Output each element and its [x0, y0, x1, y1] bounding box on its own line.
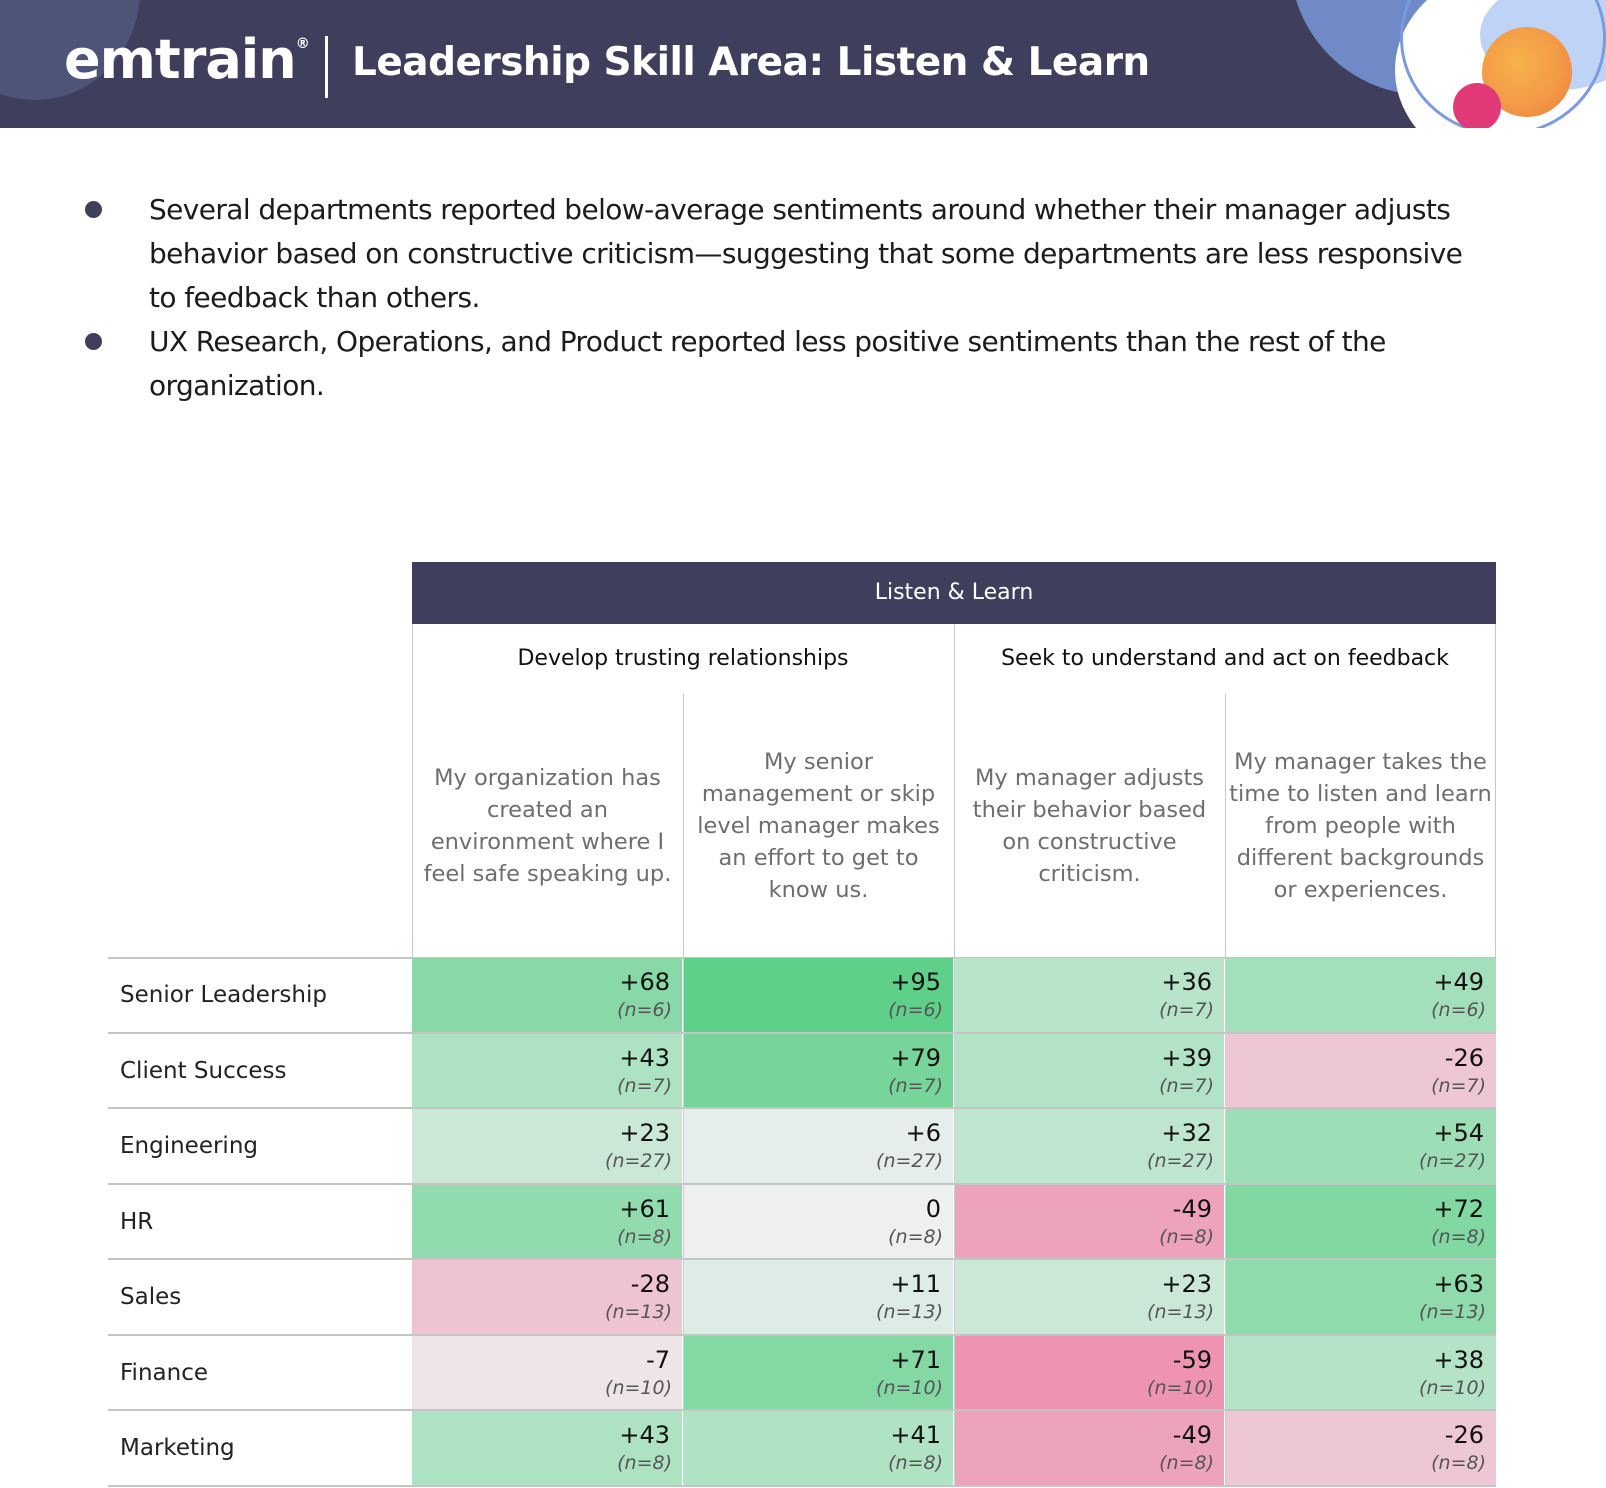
cell-value: +49	[1433, 968, 1484, 996]
cell-value: +23	[1161, 1270, 1212, 1298]
cell-sample-size: (n=7)	[1159, 999, 1214, 1021]
heatmap-cell	[412, 1109, 682, 1183]
cell-sample-size: (n=10)	[1147, 1376, 1214, 1399]
heatmap-cell	[683, 1411, 953, 1485]
cell-value: +95	[890, 968, 941, 996]
logo-registered-mark: ®	[295, 36, 309, 52]
heatmap-cell	[683, 958, 953, 1032]
grid-line	[1225, 958, 1226, 1487]
cell-sample-size: (n=7)	[888, 1074, 943, 1097]
heatmap-cell	[683, 1260, 953, 1334]
cell-value: -49	[1172, 1194, 1212, 1223]
heatmap-cell	[1225, 1260, 1496, 1334]
heatmap-cell	[1225, 1034, 1496, 1108]
cell-sample-size: (n=13)	[1419, 1301, 1486, 1323]
cell-sample-size: (n=8)	[617, 1225, 672, 1248]
cell-value: +63	[1433, 1270, 1484, 1298]
grid-line	[683, 694, 684, 958]
cell-sample-size: (n=8)	[1431, 1225, 1486, 1248]
heatmap-cell	[683, 1109, 953, 1183]
cell-value: +61	[619, 1194, 670, 1223]
grid-line	[954, 624, 955, 958]
heatmap-cell	[954, 1185, 1224, 1259]
heatmap-cell	[1225, 1411, 1496, 1485]
heatmap-cell	[683, 1336, 953, 1410]
logo-text: emtrain	[64, 28, 296, 91]
cell-sample-size: (n=8)	[888, 1225, 943, 1248]
bullet-text: UX Research, Operations, and Product reported less positive sentiments than the rest of the organization.	[149, 325, 1386, 402]
cell-sample-size: (n=7)	[1431, 1074, 1486, 1097]
grid-line	[1495, 624, 1496, 958]
cell-value: -59	[1172, 1345, 1212, 1374]
cell-value: +72	[1433, 1194, 1484, 1223]
cell-value: +32	[1161, 1119, 1212, 1147]
question-header: My organization has created an environment where I feel safe speaking up.	[423, 765, 672, 887]
question-header: My manager takes the time to listen and learn from people with different backgrounds or experiences.	[1229, 749, 1492, 903]
cell-value: +68	[619, 968, 670, 996]
cell-sample-size: (n=8)	[1159, 1225, 1214, 1248]
heatmap-cell	[1225, 1109, 1496, 1183]
header-divider	[325, 36, 328, 98]
cell-sample-size: (n=8)	[1431, 1452, 1486, 1474]
cell-value: +71	[890, 1345, 941, 1374]
heatmap-cell	[412, 1260, 682, 1334]
page-title: Leadership Skill Area: Listen & Learn	[352, 40, 1150, 85]
heatmap-cell	[412, 1034, 682, 1108]
cell-value: -49	[1172, 1421, 1212, 1449]
cell-sample-size: (n=27)	[1147, 1150, 1214, 1172]
cell-sample-size: (n=6)	[888, 999, 943, 1021]
cell-value: -26	[1444, 1421, 1484, 1449]
heatmap-cell	[1225, 958, 1496, 1032]
cell-value: -7	[646, 1345, 670, 1374]
cell-value: +6	[905, 1119, 941, 1147]
heatmap-cell	[954, 1109, 1224, 1183]
heatmap-cell	[683, 1185, 953, 1259]
heatmap-cell	[954, 1411, 1224, 1485]
bullet-item	[80, 320, 1480, 408]
cell-sample-size: (n=10)	[605, 1376, 672, 1399]
cell-sample-size: (n=7)	[1159, 1074, 1214, 1097]
heatmap-cell	[954, 958, 1224, 1032]
cell-sample-size: (n=6)	[1431, 999, 1486, 1021]
row-label: Engineering	[120, 1133, 258, 1159]
cell-sample-size: (n=8)	[617, 1452, 672, 1474]
grid-line	[412, 624, 413, 958]
cell-value: +43	[619, 1421, 670, 1449]
heatmap-cell	[954, 1336, 1224, 1410]
bullet-item	[80, 188, 1480, 320]
cell-sample-size: (n=10)	[876, 1376, 943, 1399]
row-label: Marketing	[120, 1435, 235, 1461]
summary-bullets	[80, 188, 1480, 408]
emtrain-logo	[64, 28, 309, 91]
row-divider	[108, 1485, 1496, 1487]
cell-value: +39	[1161, 1043, 1212, 1072]
cell-value: +38	[1433, 1345, 1484, 1374]
header-decor-pink-circle	[1453, 83, 1501, 128]
bullet-dot	[85, 201, 102, 218]
bullet-dot	[85, 333, 102, 350]
grid-line	[954, 958, 955, 1487]
cell-value: +54	[1433, 1119, 1484, 1147]
cell-sample-size: (n=13)	[876, 1301, 943, 1323]
heatmap-cell	[954, 1260, 1224, 1334]
cell-sample-size: (n=13)	[605, 1301, 672, 1323]
question-header: My senior management or skip level manager makes an effort to get to know us.	[697, 749, 940, 903]
heatmap-cell	[412, 1336, 682, 1410]
row-label: Finance	[120, 1359, 208, 1386]
group-header-feedback: Seek to understand and act on feedback	[1001, 646, 1449, 671]
row-label: Client Success	[120, 1057, 287, 1084]
cell-sample-size: (n=27)	[876, 1150, 943, 1172]
row-label: HR	[120, 1208, 154, 1235]
row-label: Sales	[120, 1284, 182, 1310]
heatmap-cell	[412, 1411, 682, 1485]
heatmap-cell	[1225, 1336, 1496, 1410]
group-header-trusting: Develop trusting relationships	[517, 646, 849, 671]
cell-value: -28	[630, 1270, 670, 1298]
question-header: My manager adjusts their behavior based on constructive criticism.	[972, 765, 1207, 887]
cell-value: +36	[1161, 968, 1212, 996]
row-label: Senior Leadership	[120, 982, 327, 1008]
cell-value: +79	[890, 1043, 941, 1072]
cell-value: +41	[890, 1421, 941, 1449]
heatmap-cell	[1225, 1185, 1496, 1259]
cell-sample-size: (n=6)	[617, 999, 672, 1021]
cell-sample-size: (n=13)	[1147, 1301, 1214, 1323]
table-top-header: Listen & Learn	[412, 562, 1496, 624]
heatmap-cell	[954, 1034, 1224, 1108]
cell-sample-size: (n=27)	[1419, 1150, 1486, 1172]
grid-line	[1225, 694, 1226, 958]
grid-line	[683, 958, 684, 1487]
cell-value: +23	[619, 1119, 670, 1147]
cell-sample-size: (n=27)	[605, 1150, 672, 1172]
cell-value: -26	[1444, 1043, 1484, 1072]
bullet-text: Several departments reported below-average sentiments around whether their manager adjusts behavior based on constructive criticism—suggesting that some departments are less responsive to feedback than others.	[149, 193, 1463, 314]
cell-value: +11	[890, 1270, 941, 1298]
heatmap-cell	[683, 1034, 953, 1108]
cell-sample-size: (n=8)	[1159, 1452, 1214, 1474]
page-header	[0, 0, 1606, 128]
cell-value: +43	[619, 1043, 670, 1072]
cell-sample-size: (n=10)	[1419, 1376, 1486, 1399]
cell-value: 0	[925, 1194, 941, 1223]
heatmap-cell	[412, 1185, 682, 1259]
cell-sample-size: (n=8)	[888, 1452, 943, 1474]
cell-sample-size: (n=7)	[617, 1074, 672, 1097]
heatmap-cell	[412, 958, 682, 1032]
